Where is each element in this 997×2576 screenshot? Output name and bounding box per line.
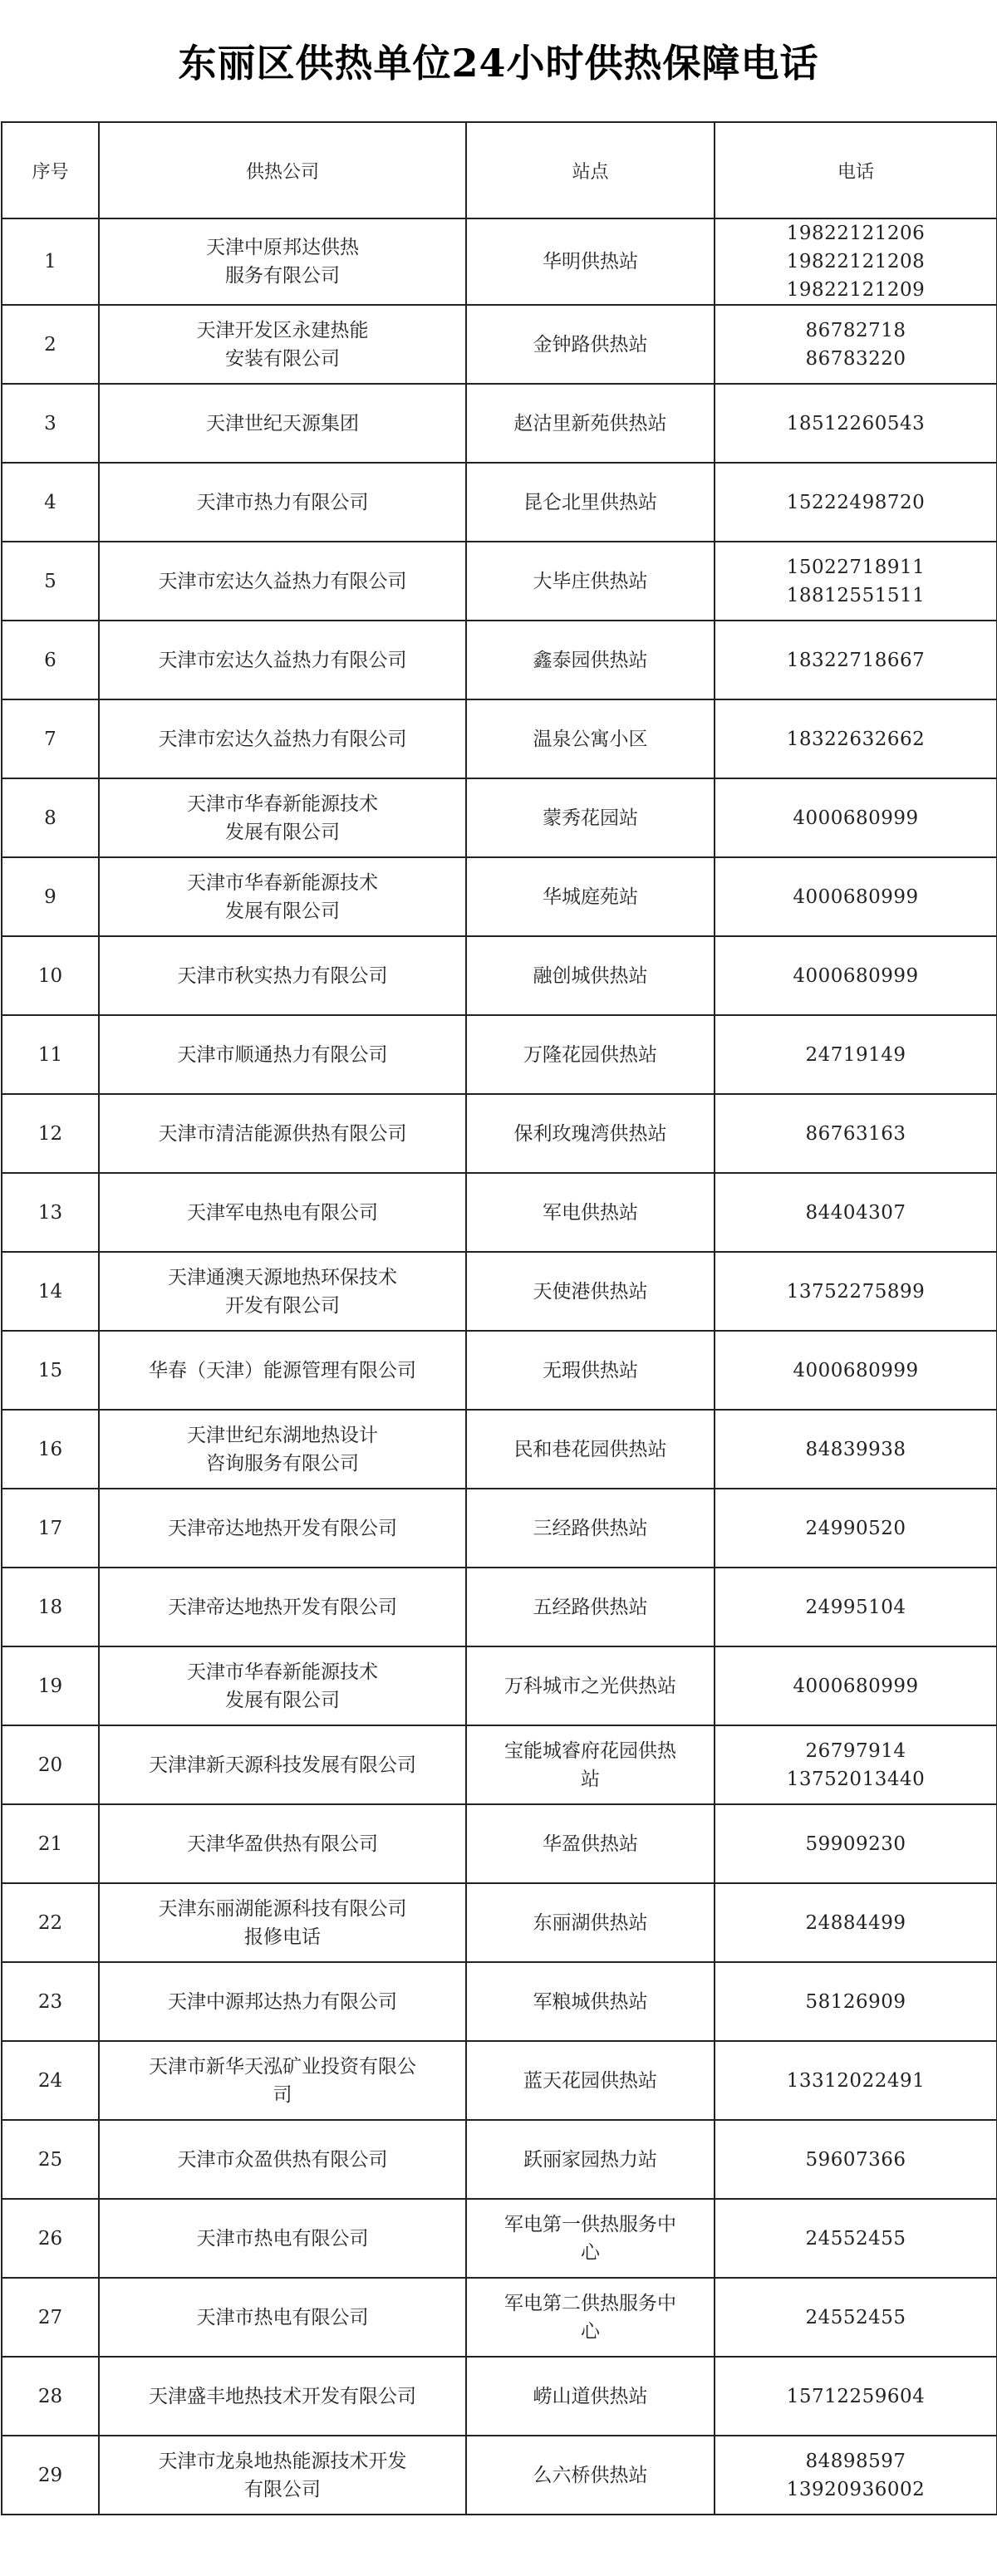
- column-header-no: 序号: [2, 122, 99, 218]
- phone-number: 19822121206 19822121208 19822121209: [715, 218, 997, 305]
- station-name: 昆仑北里供热站: [466, 463, 715, 542]
- table-row: [2, 1331, 997, 1410]
- table-row: [2, 778, 997, 857]
- station-name: 金钟路供热站: [466, 305, 715, 384]
- table-row: [2, 1410, 997, 1489]
- company-name: 天津世纪东湖地热设计 咨询服务有限公司: [99, 1410, 466, 1489]
- company-name: 天津市热力有限公司: [99, 463, 466, 542]
- table-row: [2, 1883, 997, 1962]
- table-row: [2, 699, 997, 778]
- phone-number: 15222498720: [715, 463, 997, 542]
- phone-number: 4000680999: [715, 1646, 997, 1725]
- company-name: 天津东丽湖能源科技有限公司 报修电话: [99, 1883, 466, 1962]
- table-row: [2, 463, 997, 542]
- table-row: [2, 1015, 997, 1094]
- table-row: [2, 305, 997, 384]
- table-header-row: [2, 122, 997, 218]
- row-number: 12: [2, 1094, 99, 1173]
- station-name: 东丽湖供热站: [466, 1883, 715, 1962]
- company-name: 天津军电热电有限公司: [99, 1173, 466, 1252]
- station-name: 鑫泰园供热站: [466, 621, 715, 699]
- row-number: 3: [2, 384, 99, 463]
- row-number: 7: [2, 699, 99, 778]
- company-name: 天津市龙泉地热能源技术开发 有限公司: [99, 2436, 466, 2515]
- table-row: [2, 1568, 997, 1646]
- phone-number: 18512260543: [715, 384, 997, 463]
- table-row: [2, 2041, 997, 2120]
- column-header-phone: 电话: [715, 122, 997, 218]
- station-name: 军电第一供热服务中 心: [466, 2199, 715, 2278]
- phone-number: 24884499: [715, 1883, 997, 1962]
- company-name: 天津世纪天源集团: [99, 384, 466, 463]
- table-row: [2, 218, 997, 305]
- row-number: 5: [2, 542, 99, 621]
- row-number: 17: [2, 1489, 99, 1568]
- phone-number: 4000680999: [715, 778, 997, 857]
- row-number: 22: [2, 1883, 99, 1962]
- company-name: 天津盛丰地热技术开发有限公司: [99, 2357, 466, 2436]
- station-name: 崂山道供热站: [466, 2357, 715, 2436]
- station-name: 天使港供热站: [466, 1252, 715, 1331]
- company-name: 天津帝达地热开发有限公司: [99, 1489, 466, 1568]
- station-name: 华明供热站: [466, 218, 715, 305]
- row-number: 8: [2, 778, 99, 857]
- company-name: 天津市宏达久益热力有限公司: [99, 621, 466, 699]
- table-row: [2, 1962, 997, 2041]
- company-name: 天津市热电有限公司: [99, 2278, 466, 2357]
- company-name: 天津中源邦达热力有限公司: [99, 1962, 466, 2041]
- table-row: [2, 1646, 997, 1725]
- phone-number: 24719149: [715, 1015, 997, 1094]
- phone-number: 26797914 13752013440: [715, 1725, 997, 1804]
- station-name: 大毕庄供热站: [466, 542, 715, 621]
- phone-number: 4000680999: [715, 936, 997, 1015]
- station-name: 融创城供热站: [466, 936, 715, 1015]
- row-number: 1: [2, 218, 99, 305]
- row-number: 13: [2, 1173, 99, 1252]
- company-name: 天津市清洁能源供热有限公司: [99, 1094, 466, 1173]
- phone-number: 13312022491: [715, 2041, 997, 2120]
- company-name: 天津市秋实热力有限公司: [99, 936, 466, 1015]
- station-name: 保利玫瑰湾供热站: [466, 1094, 715, 1173]
- station-name: 军粮城供热站: [466, 1962, 715, 2041]
- station-name: 跃丽家园热力站: [466, 2120, 715, 2199]
- row-number: 23: [2, 1962, 99, 2041]
- company-name: 华春（天津）能源管理有限公司: [99, 1331, 466, 1410]
- row-number: 11: [2, 1015, 99, 1094]
- phone-number: 24552455: [715, 2199, 997, 2278]
- table-row: [2, 936, 997, 1015]
- company-name: 天津开发区永建热能 安装有限公司: [99, 305, 466, 384]
- row-number: 20: [2, 1725, 99, 1804]
- row-number: 10: [2, 936, 99, 1015]
- company-name: 天津市华春新能源技术 发展有限公司: [99, 778, 466, 857]
- station-name: 华城庭苑站: [466, 857, 715, 936]
- phone-number: 84898597 13920936002: [715, 2436, 997, 2515]
- table-row: [2, 1094, 997, 1173]
- phone-number: 13752275899: [715, 1252, 997, 1331]
- row-number: 2: [2, 305, 99, 384]
- row-number: 15: [2, 1331, 99, 1410]
- phone-number: 86763163: [715, 1094, 997, 1173]
- station-name: 温泉公寓小区: [466, 699, 715, 778]
- table-row: [2, 2436, 997, 2515]
- table-row: [2, 1252, 997, 1331]
- phone-number: 4000680999: [715, 857, 997, 936]
- table-row: [2, 2199, 997, 2278]
- company-name: 天津市热电有限公司: [99, 2199, 466, 2278]
- phone-number: 15022718911 18812551511: [715, 542, 997, 621]
- table-row: [2, 2357, 997, 2436]
- station-name: 军电供热站: [466, 1173, 715, 1252]
- table-row: [2, 2120, 997, 2199]
- table-row: [2, 857, 997, 936]
- phone-number: 24995104: [715, 1568, 997, 1646]
- company-name: 天津市新华天泓矿业投资有限公 司: [99, 2041, 466, 2120]
- row-number: 25: [2, 2120, 99, 2199]
- table-row: [2, 1725, 997, 1804]
- row-number: 26: [2, 2199, 99, 2278]
- row-number: 28: [2, 2357, 99, 2436]
- phone-number: 18322718667: [715, 621, 997, 699]
- phone-number: 59909230: [715, 1804, 997, 1883]
- company-name: 天津市顺通热力有限公司: [99, 1015, 466, 1094]
- phone-number: 24990520: [715, 1489, 997, 1568]
- row-number: 19: [2, 1646, 99, 1725]
- station-name: 华盈供热站: [466, 1804, 715, 1883]
- row-number: 14: [2, 1252, 99, 1331]
- row-number: 29: [2, 2436, 99, 2515]
- heating-phone-table: [1, 121, 997, 2515]
- company-name: 天津帝达地热开发有限公司: [99, 1568, 466, 1646]
- station-name: 三经路供热站: [466, 1489, 715, 1568]
- table-body: [2, 218, 997, 2515]
- company-name: 天津市宏达久益热力有限公司: [99, 699, 466, 778]
- row-number: 16: [2, 1410, 99, 1489]
- row-number: 4: [2, 463, 99, 542]
- company-name: 天津中原邦达供热 服务有限公司: [99, 218, 466, 305]
- station-name: 赵沽里新苑供热站: [466, 384, 715, 463]
- phone-number: 84839938: [715, 1410, 997, 1489]
- row-number: 27: [2, 2278, 99, 2357]
- station-name: 宝能城睿府花园供热 站: [466, 1725, 715, 1804]
- table-row: [2, 1173, 997, 1252]
- company-name: 天津市宏达久益热力有限公司: [99, 542, 466, 621]
- station-name: 无瑕供热站: [466, 1331, 715, 1410]
- station-name: 民和巷花园供热站: [466, 1410, 715, 1489]
- company-name: 天津津新天源科技发展有限公司: [99, 1725, 466, 1804]
- station-name: 军电第二供热服务中 心: [466, 2278, 715, 2357]
- table-row: [2, 1804, 997, 1883]
- station-name: 万隆花园供热站: [466, 1015, 715, 1094]
- column-header-station: 站点: [466, 122, 715, 218]
- table-row: [2, 384, 997, 463]
- company-name: 天津华盈供热有限公司: [99, 1804, 466, 1883]
- row-number: 18: [2, 1568, 99, 1646]
- table-row: [2, 542, 997, 621]
- row-number: 6: [2, 621, 99, 699]
- station-name: 五经路供热站: [466, 1568, 715, 1646]
- row-number: 24: [2, 2041, 99, 2120]
- company-name: 天津市华春新能源技术 发展有限公司: [99, 1646, 466, 1725]
- row-number: 21: [2, 1804, 99, 1883]
- phone-number: 15712259604: [715, 2357, 997, 2436]
- table-row: [2, 1489, 997, 1568]
- company-name: 天津市华春新能源技术 发展有限公司: [99, 857, 466, 936]
- phone-number: 24552455: [715, 2278, 997, 2357]
- company-name: 天津通澳天源地热环保技术 开发有限公司: [99, 1252, 466, 1331]
- phone-number: 86782718 86783220: [715, 305, 997, 384]
- table-row: [2, 2278, 997, 2357]
- phone-number: 84404307: [715, 1173, 997, 1252]
- company-name: 天津市众盈供热有限公司: [99, 2120, 466, 2199]
- station-name: 万科城市之光供热站: [466, 1646, 715, 1725]
- station-name: 蓝天花园供热站: [466, 2041, 715, 2120]
- page-title: 东丽区供热单位24小时供热保障电话: [178, 41, 819, 86]
- phone-number: 4000680999: [715, 1331, 997, 1410]
- station-name: 么六桥供热站: [466, 2436, 715, 2515]
- phone-number: 18322632662: [715, 699, 997, 778]
- row-number: 9: [2, 857, 99, 936]
- phone-number: 59607366: [715, 2120, 997, 2199]
- table-row: [2, 621, 997, 699]
- column-header-company: 供热公司: [99, 122, 466, 218]
- phone-number: 58126909: [715, 1962, 997, 2041]
- station-name: 蒙秀花园站: [466, 778, 715, 857]
